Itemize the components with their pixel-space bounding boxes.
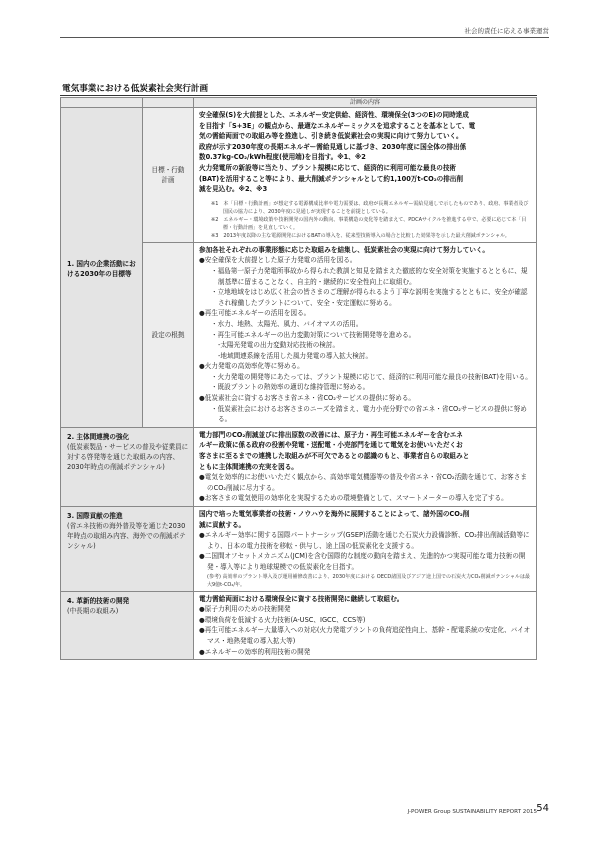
table-row bbox=[61, 507, 537, 592]
section-header: 社会的責任に応える事業運営 bbox=[464, 27, 549, 35]
goal-text: 数0.37kg-CO₂/kWh程度(使用端)を目指す。※1、※2 bbox=[199, 153, 366, 162]
row3-content bbox=[194, 507, 537, 592]
goal-text: (BAT)を活用すること等により、最大削減ポテンシャルとして約1,100万t-CO₂の排出削 bbox=[199, 174, 463, 183]
bullet-item: ●二国間オフセットメカニズム(JCM)を含む国際的な制度の動向を踏まえ、先進的かつ実現可能な電力技術の開発・導入等により地球規模での低炭素化を目指す。 bbox=[199, 552, 526, 571]
table-header-row bbox=[61, 98, 537, 108]
sub-bullet: -太陽光発電の出力変動対応技術の検討。 bbox=[218, 341, 340, 350]
row-label-title: 3. 国際貢献の推進 bbox=[67, 512, 123, 520]
row-label-2 bbox=[61, 427, 194, 506]
bullet-item: ●電気を効率的にお使いいただく観点から、高効率電気機器等の普及や省エネ・省CO₂活動を通じて、お客さまのCO₂削減に尽力する。 bbox=[199, 473, 527, 492]
goal-text: 安全確保(S)を大前提とした、エネルギー安定供給、経済性、環境保全(3つのE)の同時達成 bbox=[199, 111, 469, 119]
goal-text: 火力発電所の新設等に当たり、プラント規模に応じて、経済的に利用可能な最良の技術 bbox=[199, 163, 457, 172]
row4-content bbox=[194, 591, 537, 660]
bullet-item: ●お客さまの電気使用の効率化を実現するための環境整備として、スマートメーターの導入を完了する。 bbox=[199, 494, 508, 503]
sub-bullet: ・福島第一原子力発電所事故から得られた教訓と知見を踏まえた徹底的な安全対策を実施するとともに、規制基準に留まることなく、自主的・継続的に安全性向上に取組む。 bbox=[211, 266, 528, 286]
row3-text: 減に貢献する。 bbox=[199, 520, 246, 529]
row2-text: ルギー政策に係る政府の役割や発電・送配電・小売部門を通じて電気をお使いいただくお bbox=[199, 441, 463, 450]
header-rule bbox=[60, 37, 549, 38]
sub-bullet: ・水力、地熱、太陽光、風力、バイオマスの活用。 bbox=[211, 319, 363, 328]
row2-text: 電力部門のCO₂削減並びに排出原数の改善には、原子力・再生可能エネルギーを含むエネ bbox=[199, 430, 463, 439]
sub-bullet: ・既設プラントの熱効率の適切な維持管理に努める。 bbox=[211, 383, 370, 392]
plan-table bbox=[60, 97, 537, 660]
sub-bullet: ・再生可能エネルギーの出力変動対策について技術開発等を進める。 bbox=[211, 330, 416, 339]
bullet-item: ●安全確保を大前提とした原子力発電の活用を図る。 bbox=[199, 256, 357, 265]
row-label-desc: (低炭素製品・サービスの普及や従業員に対する啓発等を通じた取組みの内容、2030年時点の削減ポテンシャル) bbox=[67, 442, 189, 471]
col-header: 計画の内容 bbox=[194, 98, 537, 108]
sub-bullet: -地域間連系線を活用した風力発電の導入拡大検討。 bbox=[218, 351, 373, 360]
goal-text: を目指す「S+3E」の観点から、最適なエネルギーミックスを追求することを基本として、電 bbox=[199, 121, 476, 130]
footnote: ※2 エネルギー・環境政策や技術開発の国内外の動向、事業構造の変化等を踏まえて、PDCAサイクルを推進する中で、必要に応じて本「目標・行動計画」を見直していく。 bbox=[211, 216, 527, 231]
sub-bullet: ・火力発電の開発等にあたっては、プラント規模に応じて、経済的に利用可能な最良の技術(BAT)を用いる。 bbox=[211, 372, 532, 381]
row2-text: ともに主体間連携の充実を図る。 bbox=[199, 462, 298, 471]
sub-label-basis: 設定の根拠 bbox=[143, 242, 194, 427]
table-row bbox=[61, 108, 537, 243]
basis-intro: 参加各社それぞれの事業形態に応じた取組みを結集し、低炭素社会の実現に向けて努力していく。 bbox=[199, 245, 489, 254]
reference-note: (参考) 高効率のプラント導入及び運用補修改善により、2030年度における OECD諸国及びアジア途上国での石炭火力CO₂削減ポテンシャルは最大9億t-CO₂/年。 bbox=[207, 573, 531, 588]
table-row bbox=[61, 591, 537, 660]
footer-report: J-POWER Group SUSTAINABILITY REPORT 2015 bbox=[407, 809, 537, 815]
sub-label-goal: 目標・行動計画 bbox=[143, 108, 194, 243]
row-label-desc: (省エネ技術の海外普及等を通じた2030年時点の取組み内容、海外での削減ポテンシャル) bbox=[67, 522, 186, 550]
row2-text: 客さまに至るまでの連携した取組みが不可欠であるとの認識のもと、事業者自らの取組みと bbox=[199, 452, 470, 461]
sub-bullet: ・低炭素社会におけるお客さまのニーズを踏まえ、電力小売分野での省エネ・省CO₂サービスの提供に努める。 bbox=[211, 404, 527, 424]
row-label-desc: (中長期の取組み) bbox=[67, 606, 119, 615]
bullet-item: ●エネルギー効率に関する国際パートナーシップ(GSEP)活動を通じた石炭火力設備診断、CO₂排出削減活動等により、日本の電力技術を移転・供与し、途上国の低炭素化を支援する。 bbox=[199, 531, 530, 550]
table-row bbox=[61, 427, 537, 506]
goal-text: 気の需給両面での取組み等を推進し、引き続き低炭素社会の実現に向けて努力していく。 bbox=[199, 132, 463, 141]
footnote: ※3 2013年度以降の主な電源開発におけるBATの導入を、従来型技術導入の場合と比較した効果等を示した最大削減ポテンシャル。 bbox=[211, 232, 510, 239]
row-label-1: 1. 国内の企業活動における2030年の目標等 bbox=[61, 108, 143, 428]
row2-content bbox=[194, 427, 537, 506]
goal-text: 政府が示す2030年度の長期エネルギー需給見通しに基づき、2030年度に国全体の排出係 bbox=[199, 142, 467, 151]
goal-content bbox=[194, 108, 537, 243]
bullet-item: ●再生可能エネルギーの活用を図る。 bbox=[199, 309, 311, 318]
title-rule bbox=[60, 95, 537, 96]
row-label-4 bbox=[61, 591, 194, 660]
goal-text: 減を見込む。※2、※3 bbox=[199, 185, 268, 194]
footnote: ※1 本「目標・行動計画」が想定する電源構成比率や電力需要は、政府が長期エネルギー需給見通しで示したものであり、政府、事業者及び国民の協力により、2030年度に見通しが実現することを前提としている。 bbox=[211, 200, 529, 215]
page-number: 54 bbox=[536, 803, 549, 814]
bullet-item: ●火力発電の高効率化等に努める。 bbox=[199, 362, 304, 371]
bullet-item: ●低炭素社会に資するお客さま省エネ・省CO₂サービスの提供に努める。 bbox=[199, 394, 416, 403]
row-label-title: 2. 主体間連携の強化 bbox=[67, 432, 130, 441]
sub-bullet: ・立地地域をはじめ広く社会の皆さまのご理解が得られるよう丁寧な説明を実施するとともに、安全が確認され稼働したプラントについて、安全・安定運転に努める。 bbox=[211, 288, 528, 307]
row-label-title: 4. 革新的技術の開発 bbox=[67, 596, 130, 605]
bullet-item: ●再生可能エネルギー大量導入への対応(火力発電プラントの負荷追従性向上、基幹・配電系統の安定化、バイオマス・地熱発電の導入拡大等) bbox=[199, 626, 531, 645]
bullet-item: ●エネルギーの効率的利用技術の開発 bbox=[199, 647, 311, 656]
bullet-item: ●環境負荷を低減する火力技術(A-USC、IGCC、CCS等) bbox=[199, 615, 366, 624]
row-label-3 bbox=[61, 507, 194, 592]
page-title: 電気事業における低炭素社会実行計画 bbox=[62, 84, 209, 94]
row4-text: 電力需給両面における環境保全に資する技術開発に継続して取組む。 bbox=[199, 594, 404, 603]
basis-content bbox=[194, 242, 537, 427]
row3-text: 国内で培った電気事業者の技術・ノウハウを海外に展開することによって、諸外国のCO₂削 bbox=[199, 510, 470, 518]
bullet-item: ●原子力利用のための技術開発 bbox=[199, 605, 291, 614]
